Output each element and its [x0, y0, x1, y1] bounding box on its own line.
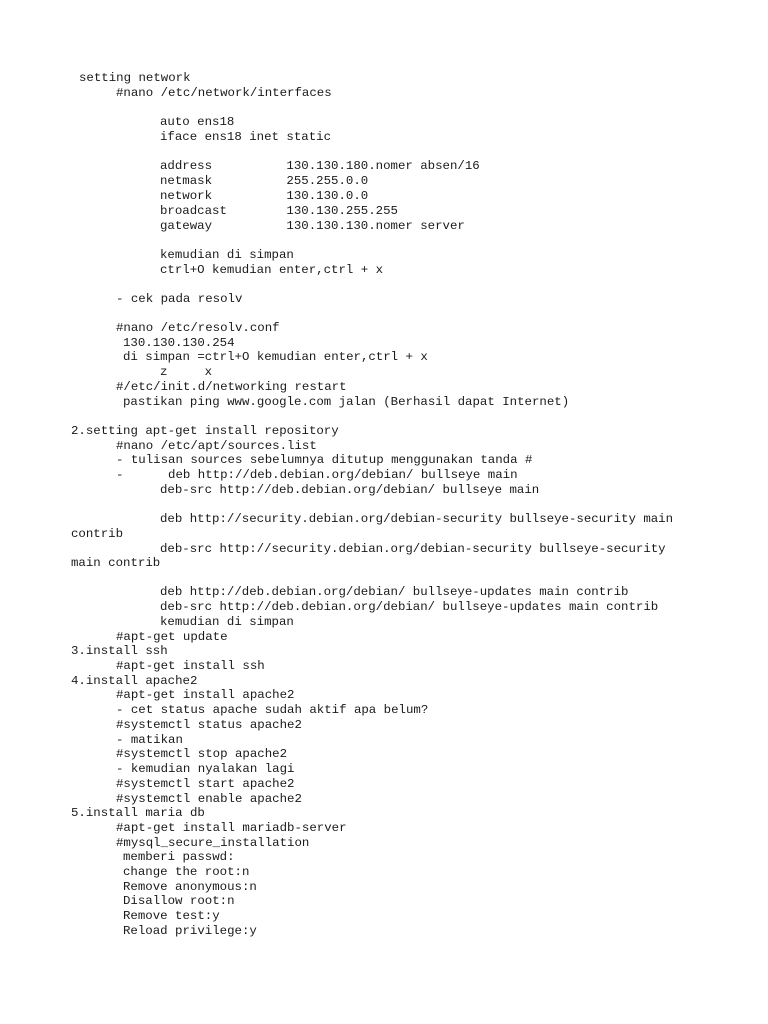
text-line: deb http://security.debian.org/debian-security bullseye-security main: [160, 512, 674, 526]
text-line: #mysql_secure_installation: [116, 836, 310, 850]
text-line: gateway 130.130.130.nomer server: [160, 219, 465, 233]
text-line: #nano /etc/resolv.conf: [116, 321, 280, 335]
text-line: pastikan ping www.google.com jalan (Berhasil dapat Internet): [123, 395, 570, 409]
text-line: deb http://deb.debian.org/debian/ bullseye-updates main contrib: [160, 585, 629, 599]
text-line: Disallow root:n: [123, 894, 235, 908]
text-line: Remove test:y: [123, 909, 220, 923]
text-line: network 130.130.0.0: [160, 189, 369, 203]
text-line: 4.install apache2: [71, 674, 198, 688]
text-line: deb-src http://deb.debian.org/debian/ bullseye-updates main contrib: [160, 600, 659, 614]
text-line: #systemctl enable apache2: [116, 792, 302, 806]
text-line: - kemudian nyalakan lagi: [116, 762, 295, 776]
text-line: #apt-get install mariadb-server: [116, 821, 347, 835]
text-line: deb-src http://security.debian.org/debian-security bullseye-security: [160, 542, 666, 556]
text-line: #systemctl stop apache2: [116, 747, 288, 761]
text-line: Remove anonymous:n: [123, 880, 257, 894]
text-line: iface ens18 inet static: [160, 130, 332, 144]
text-line: - tulisan sources sebelumnya ditutup menggunakan tanda #: [116, 453, 533, 467]
text-line: #/etc/init.d/networking restart: [116, 380, 347, 394]
text-line: z x: [160, 365, 213, 379]
text-line: deb-src http://deb.debian.org/debian/ bullseye main: [160, 483, 540, 497]
text-line: ctrl+O kemudian enter,ctrl + x: [160, 263, 384, 277]
text-line: #apt-get install apache2: [116, 688, 295, 702]
text-line: netmask 255.255.0.0: [160, 174, 369, 188]
text-line: #systemctl start apache2: [116, 777, 295, 791]
text-line: memberi passwd:: [123, 850, 235, 864]
text-line: - matikan: [116, 733, 183, 747]
text-line: #nano /etc/network/interfaces: [116, 86, 332, 100]
text-line: #apt-get install ssh: [116, 659, 265, 673]
text-line: Reload privilege:y: [123, 924, 257, 938]
text-line: - cet status apache sudah aktif apa belum?: [116, 703, 429, 717]
text-line: contrib: [71, 527, 124, 541]
text-line: kemudian di simpan: [160, 615, 294, 629]
text-line: 5.install maria db: [71, 806, 205, 820]
text-line: main contrib: [71, 556, 161, 570]
text-line: auto ens18: [160, 115, 235, 129]
text-line: #systemctl status apache2: [116, 718, 302, 732]
text-line: broadcast 130.130.255.255: [160, 204, 398, 218]
text-line: 3.install ssh: [71, 644, 168, 658]
text-line: - cek pada resolv: [116, 292, 243, 306]
text-line: di simpan =ctrl+O kemudian enter,ctrl + x: [123, 350, 428, 364]
text-line: setting network: [79, 71, 191, 85]
text-line: 2.setting apt-get install repository: [71, 424, 339, 438]
text-line: 130.130.130.254: [123, 336, 235, 350]
text-line: - deb http://deb.debian.org/debian/ bullseye main: [116, 468, 518, 482]
text-line: #apt-get update: [116, 630, 228, 644]
text-line: change the root:n: [123, 865, 250, 879]
text-line: address 130.130.180.nomer absen/16: [160, 159, 480, 173]
text-line: #nano /etc/apt/sources.list: [116, 439, 317, 453]
text-line: kemudian di simpan: [160, 248, 294, 262]
